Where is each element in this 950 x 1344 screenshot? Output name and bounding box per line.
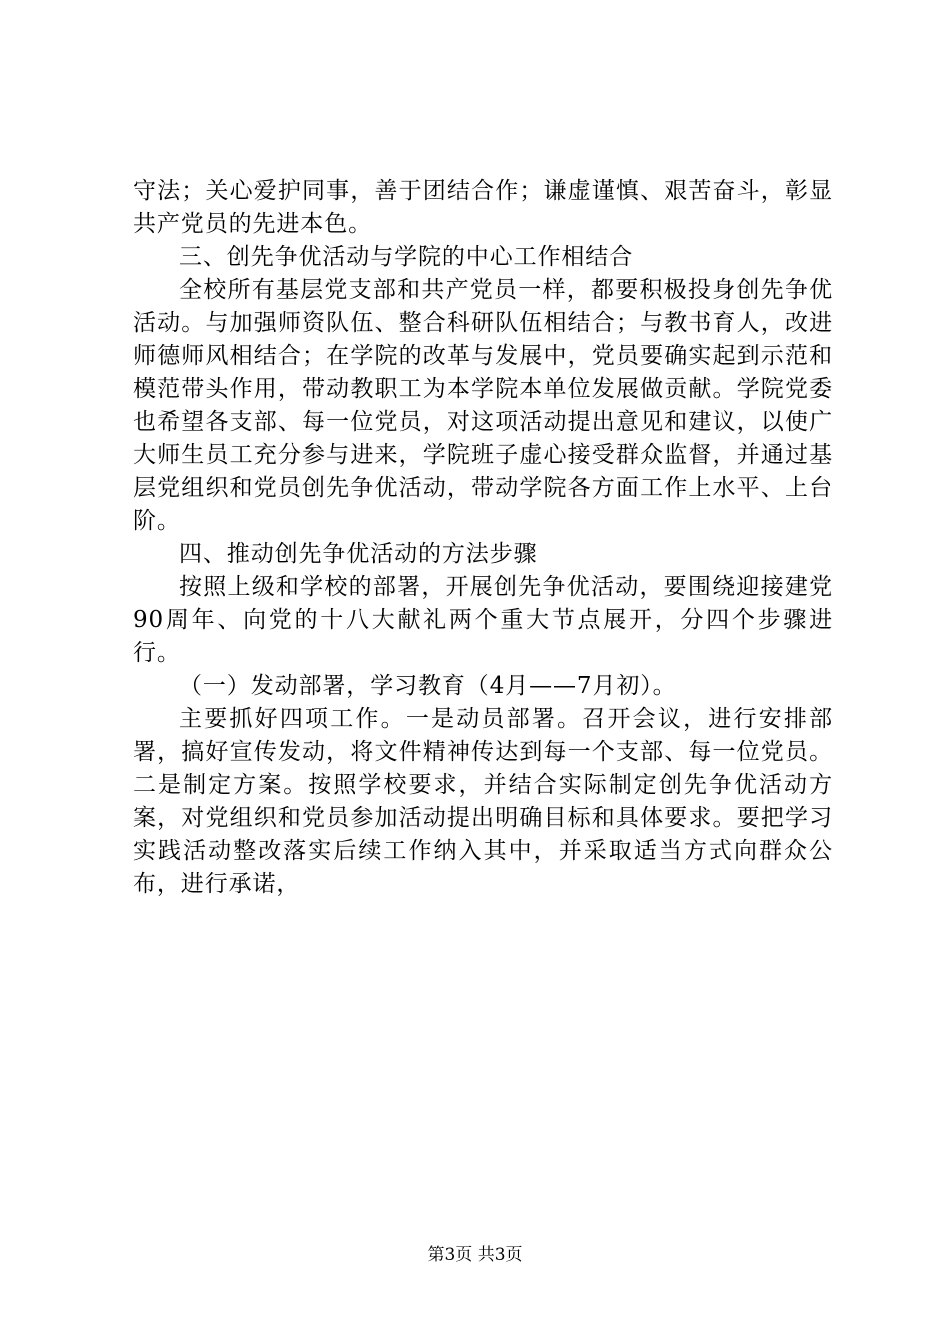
document-body [133, 175, 833, 901]
section-heading-3: 三、创先争优活动与学院的中心工作相结合 [179, 244, 634, 270]
page-footer: 第3页 共3页 [427, 1245, 523, 1265]
subsection-heading-1: （一）发动部署，学习教育（4月——7月初）。 [179, 673, 677, 699]
paragraph-section-4-intro: 按照上级和学校的部署，开展创先争优活动，要围绕迎接建党90周年、向党的十八大献礼两个重大节点展开，分四个步骤进行。 [133, 574, 833, 666]
paragraph-continuation: 守法；关心爱护同事，善于团结合作；谦虚谨慎、艰苦奋斗，彰显共产党员的先进本色。 [133, 178, 833, 237]
paragraph-section-3-body: 全校所有基层党支部和共产党员一样，都要积极投身创先争优活动。与加强师资队伍、整合科研队伍相结合；与教书育人，改进师德师风相结合；在学院的改革与发展中，党员要确实起到示范和模范带头作用，带动教职工为本学院本单位发展做贡献。学院党委也希望各支部、每一位党员，对这项活动提出意见和建议，以使广大师生员工充分参与进来，学院班子虚心接受群众监督，并通过基层党组织和党员创先争优活动，带动学院各方面工作上水平、上台阶。 [133, 277, 833, 534]
section-heading-4: 四、推动创先争优活动的方法步骤 [179, 541, 538, 567]
paragraph-subsection-1-body: 主要抓好四项工作。一是动员部署。召开会议，进行安排部署，搞好宣传发动，将文件精神传达到每一个支部、每一位党员。二是制定方案。按照学校要求，并结合实际制定创先争优活动方案，对党组织和党员参加活动提出明确目标和具体要求。要把学习实践活动整改落实后续工作纳入其中，并采取适当方式向群众公布，进行承诺， [133, 706, 833, 897]
